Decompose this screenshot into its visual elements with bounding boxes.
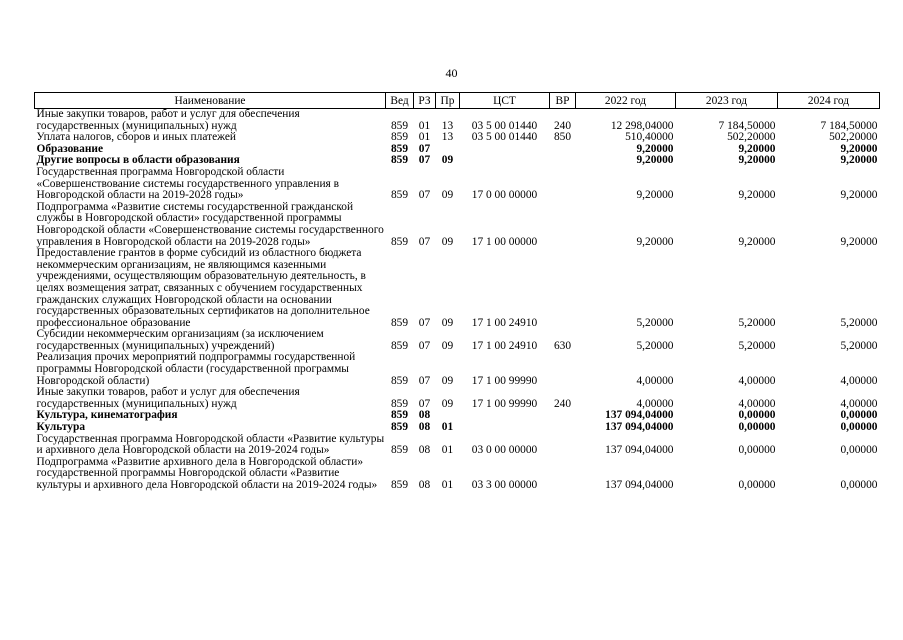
row-value-2022: 137 094,04000 bbox=[605, 409, 674, 422]
row-ved: 859 bbox=[390, 339, 409, 352]
row-value-2022: 12 298,04000 bbox=[610, 119, 674, 132]
row-vr bbox=[550, 144, 576, 156]
row-ved: 859 bbox=[390, 235, 409, 248]
row-rz: 07 bbox=[418, 316, 431, 329]
header-2022: 2022 год bbox=[576, 93, 676, 109]
row-value-2023: 0,00000 bbox=[738, 409, 776, 422]
row-value-2024: 5,20000 bbox=[840, 316, 878, 329]
header-ved: Вед bbox=[386, 93, 414, 109]
row-ved: 859 bbox=[390, 119, 409, 132]
row-cst bbox=[460, 155, 550, 167]
row-value-2024: 7 184,50000 bbox=[820, 119, 878, 132]
row-value-2023: 4,00000 bbox=[738, 374, 776, 387]
table-body bbox=[35, 109, 880, 492]
row-rz: 01 bbox=[418, 119, 431, 132]
row-ved: 859 bbox=[390, 374, 409, 387]
header-2024: 2024 год bbox=[778, 93, 880, 109]
row-value-2023: 0,00000 bbox=[738, 479, 776, 491]
row-value-2023: 0,00000 bbox=[738, 444, 776, 457]
table-row bbox=[35, 387, 880, 410]
row-value-2023: 5,20000 bbox=[738, 339, 776, 352]
row-vr: 240 bbox=[553, 119, 572, 132]
row-value-2022: 9,20000 bbox=[636, 154, 674, 167]
row-name: Культура, кинематография bbox=[36, 409, 178, 422]
row-name: Иные закупки товаров, работ и услуг для обеспечения государственных (муниципальных) нужд bbox=[36, 386, 300, 410]
row-pr: 09 bbox=[441, 189, 454, 202]
row-name: Подпрограмма «Развитие системы государственной гражданской службы в Новгородской области» государственной программы Новгородской области «Совершенствование системы государственного управления в Новгородской области на 2019-2028 годы» bbox=[36, 200, 384, 248]
row-rz: 08 bbox=[418, 409, 431, 422]
row-cst: 03 0 00 00000 bbox=[471, 444, 538, 457]
row-pr: 09 bbox=[441, 397, 454, 410]
row-value-2023: 9,20000 bbox=[738, 189, 776, 202]
row-vr bbox=[550, 410, 576, 422]
row-value-2022: 9,20000 bbox=[636, 189, 674, 202]
row-vr: 850 bbox=[553, 131, 572, 144]
row-vr bbox=[550, 457, 576, 492]
row-ved: 859 bbox=[390, 154, 409, 167]
row-value-2024: 0,00000 bbox=[840, 479, 878, 491]
row-value-2024: 0,00000 bbox=[840, 421, 878, 434]
row-name: Образование bbox=[36, 142, 104, 155]
row-value-2022: 137 094,04000 bbox=[605, 479, 674, 491]
row-value-2022: 5,20000 bbox=[636, 339, 674, 352]
row-value-2024: 9,20000 bbox=[840, 189, 878, 202]
row-vr bbox=[550, 202, 576, 248]
row-value-2022: 137 094,04000 bbox=[605, 421, 674, 434]
row-name: Культура bbox=[36, 421, 86, 434]
row-name: Субсидии некоммерческим организациям (за исключением государственных (муниципальных) учреждений) bbox=[36, 328, 324, 352]
header-name: Наименование bbox=[35, 93, 386, 109]
header-2023: 2023 год bbox=[676, 93, 778, 109]
row-cst bbox=[460, 144, 550, 156]
row-pr: 09 bbox=[441, 316, 454, 329]
row-pr: 01 bbox=[441, 444, 454, 457]
row-value-2023: 9,20000 bbox=[738, 154, 776, 167]
row-vr: 240 bbox=[553, 397, 572, 410]
row-value-2024: 0,00000 bbox=[840, 409, 878, 422]
header-vr: ВР bbox=[550, 93, 576, 109]
table-row bbox=[35, 109, 880, 133]
row-value-2022: 5,20000 bbox=[636, 316, 674, 329]
row-value-2023: 7 184,50000 bbox=[718, 119, 776, 132]
row-name: Государственная программа Новгородской области «Развитие культуры и архивного дела Новгородской области на 2019-2024 годы» bbox=[36, 432, 385, 457]
table-header bbox=[35, 93, 880, 109]
row-rz: 08 bbox=[418, 421, 431, 434]
row-value-2022: 4,00000 bbox=[636, 397, 674, 410]
row-pr: 09 bbox=[441, 339, 454, 352]
row-rz: 07 bbox=[418, 154, 431, 167]
row-ved: 859 bbox=[390, 444, 409, 457]
row-ved: 859 bbox=[390, 397, 409, 410]
row-value-2023: 502,20000 bbox=[727, 131, 776, 144]
row-name: Подпрограмма «Развитие архивного дела в Новгородской области» государственной программы Новгородской области «Развитие культуры и архивного дела Новгородской области на 2019-2024 годы» bbox=[36, 455, 378, 491]
row-ved: 859 bbox=[390, 316, 409, 329]
row-rz: 08 bbox=[418, 479, 431, 491]
table-row bbox=[35, 329, 880, 352]
row-ved: 859 bbox=[390, 421, 409, 434]
row-name: Другие вопросы в области образования bbox=[36, 154, 240, 167]
row-value-2024: 4,00000 bbox=[840, 397, 878, 410]
row-name: Государственная программа Новгородской области «Совершенствование системы государственного управления в Новгородской области на 2019-2028 годы» bbox=[36, 165, 340, 202]
header-cst: ЦСТ bbox=[460, 93, 550, 109]
row-rz: 07 bbox=[418, 142, 431, 155]
page-number: 40 bbox=[445, 66, 458, 80]
row-rz: 01 bbox=[418, 131, 431, 144]
row-pr: 01 bbox=[441, 421, 454, 434]
row-value-2023: 0,00000 bbox=[738, 421, 776, 434]
row-value-2022: 4,00000 bbox=[636, 374, 674, 387]
row-vr bbox=[550, 434, 576, 457]
row-value-2024: 9,20000 bbox=[840, 142, 878, 155]
row-cst: 03 5 00 01440 bbox=[471, 131, 538, 144]
row-name: Уплата налогов, сборов и иных платежей bbox=[36, 131, 236, 144]
row-rz: 07 bbox=[418, 235, 431, 248]
row-ved: 859 bbox=[390, 189, 409, 202]
row-rz: 07 bbox=[418, 397, 431, 410]
row-ved: 859 bbox=[390, 479, 409, 491]
table-row bbox=[35, 248, 880, 329]
row-vr: 630 bbox=[553, 339, 572, 352]
row-value-2023: 9,20000 bbox=[738, 235, 776, 248]
row-cst: 17 1 00 99990 bbox=[471, 397, 538, 410]
row-cst: 17 1 00 24910 bbox=[471, 339, 538, 352]
row-cst bbox=[460, 410, 550, 422]
row-ved: 859 bbox=[390, 131, 409, 144]
row-name: Реализация прочих мероприятий подпрограммы государственной программы Новгородской области (государственной программы Новгородской области) bbox=[36, 351, 356, 387]
table-row bbox=[35, 202, 880, 248]
row-cst: 03 3 00 00000 bbox=[471, 479, 538, 491]
header-rz: РЗ bbox=[414, 93, 436, 109]
row-pr: 13 bbox=[441, 131, 454, 144]
row-pr: 09 bbox=[441, 374, 454, 387]
row-cst: 17 1 00 24910 bbox=[471, 316, 538, 329]
row-value-2022: 9,20000 bbox=[636, 142, 674, 155]
row-value-2022: 137 094,04000 bbox=[605, 444, 674, 457]
row-rz: 07 bbox=[418, 374, 431, 387]
row-value-2024: 0,00000 bbox=[840, 444, 878, 457]
row-ved: 859 bbox=[390, 409, 409, 422]
row-value-2022: 9,20000 bbox=[636, 235, 674, 248]
row-pr: 09 bbox=[441, 154, 454, 167]
row-vr bbox=[550, 167, 576, 202]
row-pr: 01 bbox=[441, 479, 454, 491]
row-value-2024: 5,20000 bbox=[840, 339, 878, 352]
table-row bbox=[35, 434, 880, 457]
row-vr bbox=[550, 155, 576, 167]
row-value-2024: 9,20000 bbox=[840, 154, 878, 167]
row-vr bbox=[550, 248, 576, 329]
header-pr: Пр bbox=[436, 93, 460, 109]
header-row bbox=[35, 93, 880, 109]
budget-table bbox=[34, 92, 880, 492]
row-name: Иные закупки товаров, работ и услуг для обеспечения государственных (муниципальных) нужд bbox=[36, 108, 300, 132]
table-row bbox=[35, 457, 880, 492]
row-vr bbox=[550, 422, 576, 434]
row-vr bbox=[550, 352, 576, 387]
row-cst: 17 0 00 00000 bbox=[471, 189, 538, 202]
row-cst: 03 5 00 01440 bbox=[471, 119, 538, 132]
row-rz: 07 bbox=[418, 189, 431, 202]
row-value-2024: 502,20000 bbox=[829, 131, 878, 144]
row-cst: 17 1 00 00000 bbox=[471, 235, 538, 248]
row-pr: 13 bbox=[441, 119, 454, 132]
row-value-2024: 9,20000 bbox=[840, 235, 878, 248]
row-cst: 17 1 00 99990 bbox=[471, 374, 538, 387]
row-value-2024: 4,00000 bbox=[840, 374, 878, 387]
row-value-2023: 4,00000 bbox=[738, 397, 776, 410]
row-value-2023: 5,20000 bbox=[738, 316, 776, 329]
table-row bbox=[35, 422, 880, 434]
row-value-2023: 9,20000 bbox=[738, 142, 776, 155]
row-ved: 859 bbox=[390, 142, 409, 155]
table-row bbox=[35, 352, 880, 387]
row-rz: 08 bbox=[418, 444, 431, 457]
row-value-2022: 510,40000 bbox=[625, 131, 674, 144]
row-pr: 09 bbox=[441, 235, 454, 248]
row-rz: 07 bbox=[418, 339, 431, 352]
row-name: Предоставление грантов в форме субсидий из областного бюджета некоммерческим организациям, не являющимся казенными учреждениями, осуществляющим образовательную деятельность, в целях возмещения затрат, связанных с обучением государственных гражданских служащих Новгородской области на основании государственных образовательных сертификатов на дополнительное профессиональное образование bbox=[36, 247, 370, 329]
table-row bbox=[35, 167, 880, 202]
row-cst bbox=[460, 422, 550, 434]
